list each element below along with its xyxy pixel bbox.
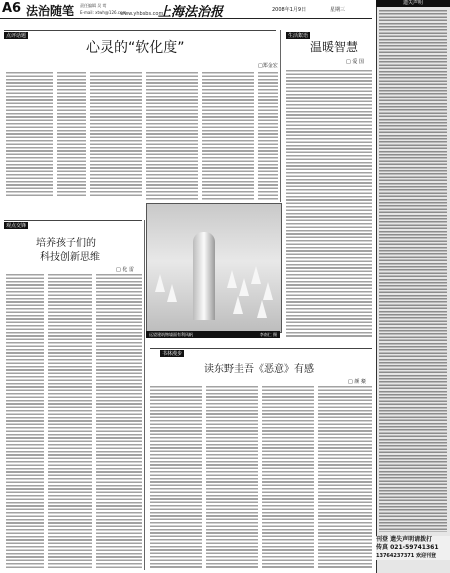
text-column bbox=[48, 274, 92, 568]
photo-caption bbox=[146, 331, 280, 338]
sail-shape bbox=[167, 284, 177, 302]
article-byline: □ 化 雷 bbox=[116, 267, 134, 273]
article-byline: □ 爱 国 bbox=[346, 59, 364, 65]
text-column bbox=[57, 72, 86, 196]
text-column bbox=[6, 274, 44, 568]
text-column bbox=[6, 72, 53, 196]
issue-weekday: 星期三 bbox=[330, 7, 346, 13]
sail-shape bbox=[239, 278, 249, 296]
article-rule bbox=[4, 30, 276, 31]
sail-shape bbox=[227, 270, 237, 288]
article-headline-line2[interactable]: 科技创新思维 bbox=[40, 252, 100, 263]
photo-caption-text: 远望建筑物墙面有利风帆 bbox=[149, 332, 193, 337]
website-link[interactable]: www.yhbsbs.com bbox=[120, 11, 164, 17]
email-label: E-mail: xtwh@126.com bbox=[80, 10, 127, 15]
article-tag: 书林漫步 bbox=[162, 351, 183, 357]
article-tag: 观点交锋 bbox=[6, 223, 27, 229]
text-column bbox=[150, 386, 202, 568]
article-tag: 生活絮语 bbox=[288, 33, 309, 39]
sidebar-footer-line: 刊登 遗失声明请拨打 bbox=[376, 536, 433, 543]
issue-date: 2008年1月9日 bbox=[272, 7, 307, 13]
text-column bbox=[206, 386, 258, 568]
section-title: 法治随笔 bbox=[26, 4, 75, 18]
sidebar-footer bbox=[376, 536, 450, 560]
news-photo bbox=[146, 203, 282, 333]
sail-shape bbox=[233, 296, 243, 314]
notice-list bbox=[379, 10, 447, 532]
article-headline[interactable]: 读东野圭吾《恶意》有感 bbox=[204, 364, 314, 375]
article-rule bbox=[150, 348, 372, 349]
sidebar-footer-line: 传真 021-59741361 bbox=[376, 544, 439, 551]
sail-shape bbox=[155, 274, 165, 292]
article-headline[interactable]: 温暖智慧 bbox=[310, 40, 359, 54]
text-column bbox=[96, 274, 142, 568]
masthead: 上海法治报 bbox=[158, 5, 224, 20]
sidebar-title: 遗失声明 bbox=[376, 0, 450, 7]
editor-label: 责任编辑 吴 莺 bbox=[80, 3, 107, 8]
text-column bbox=[286, 70, 372, 338]
text-column bbox=[258, 72, 278, 200]
tower-figure bbox=[193, 232, 215, 320]
text-column bbox=[262, 386, 314, 568]
text-column bbox=[318, 386, 372, 568]
photo-credit: 李南仁 摄 bbox=[259, 332, 277, 337]
text-column bbox=[202, 72, 254, 200]
article-byline: □ 颜 粲 bbox=[348, 379, 366, 385]
article-rule bbox=[4, 220, 142, 221]
sail-shape bbox=[263, 282, 273, 300]
article-headline[interactable]: 心灵的“软化度” bbox=[86, 40, 185, 56]
article-byline: □郑金宏 bbox=[258, 63, 278, 69]
text-column bbox=[146, 72, 198, 200]
column-divider bbox=[280, 30, 281, 202]
text-column bbox=[90, 72, 142, 196]
sidebar-footer-line: 13764237371 欢迎刊登 bbox=[376, 553, 437, 559]
column-divider bbox=[144, 220, 145, 570]
article-tag: 点评话题 bbox=[6, 33, 27, 39]
page-logo: A6 bbox=[2, 1, 22, 16]
sail-shape bbox=[251, 266, 261, 284]
sail-shape bbox=[257, 300, 267, 318]
article-headline-line1[interactable]: 培养孩子们的 bbox=[36, 238, 96, 249]
